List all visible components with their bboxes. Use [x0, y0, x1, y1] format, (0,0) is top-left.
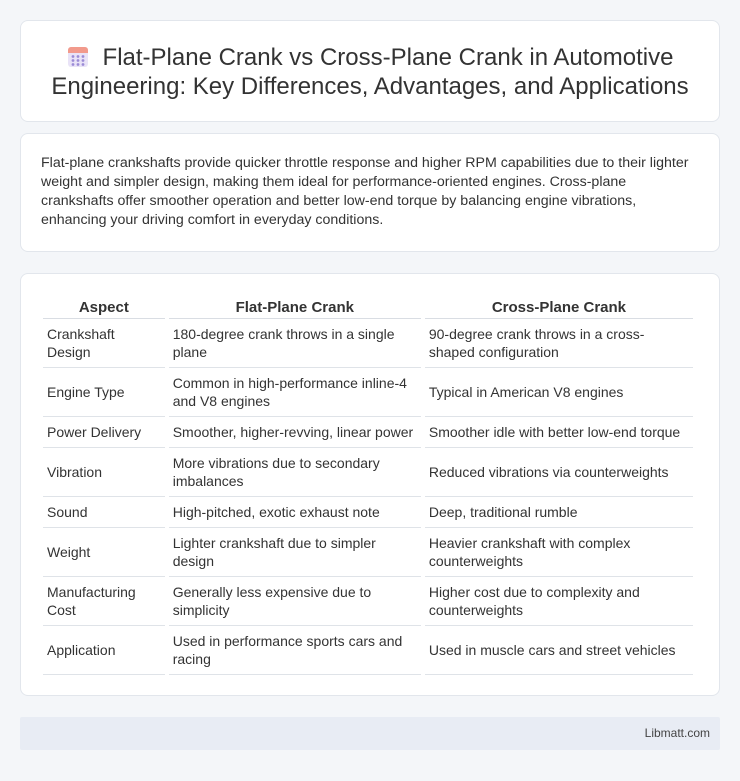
- page-title: [45, 43, 695, 101]
- row-flat-plane: Lighter crankshaft due to simpler design: [169, 528, 421, 577]
- row-aspect: Engine Type: [43, 368, 165, 417]
- row-cross-plane: Used in muscle cars and street vehicles: [425, 626, 693, 675]
- row-cross-plane: Smoother idle with better low-end torque: [425, 417, 693, 448]
- calendar-icon: [67, 45, 89, 68]
- footer: [20, 717, 720, 750]
- intro-paragraph: Flat-plane crankshafts provide quicker throttle response and higher RPM capabilities due to their lighter weight and simpler design, making them ideal for performance-oriented engines. Cross-plane crankshafts offer smoother operation and better low-end torque by balancing engine vibrations, enhancing your driving comfort in everyday conditions.: [41, 155, 689, 228]
- table-row: [43, 528, 693, 577]
- row-aspect: Manufacturing Cost: [43, 577, 165, 626]
- table-row: [43, 497, 693, 528]
- source-link[interactable]: Libmatt.com: [644, 726, 710, 740]
- comparison-table: [39, 294, 697, 675]
- title-card: [20, 20, 720, 122]
- row-aspect: Weight: [43, 528, 165, 577]
- row-aspect: Crankshaft Design: [43, 319, 165, 368]
- row-aspect: Vibration: [43, 448, 165, 497]
- table-row: [43, 577, 693, 626]
- header-flat-plane: Flat-Plane Crank: [169, 294, 421, 319]
- row-cross-plane: Reduced vibrations via counterweights: [425, 448, 693, 497]
- row-flat-plane: More vibrations due to secondary imbalances: [169, 448, 421, 497]
- row-flat-plane: Generally less expensive due to simplicity: [169, 577, 421, 626]
- table-row: [43, 368, 693, 417]
- table-row: [43, 319, 693, 368]
- row-flat-plane: Used in performance sports cars and racing: [169, 626, 421, 675]
- row-cross-plane: Typical in American V8 engines: [425, 368, 693, 417]
- header-cross-plane: Cross-Plane Crank: [425, 294, 693, 319]
- table-row: [43, 448, 693, 497]
- row-aspect: Power Delivery: [43, 417, 165, 448]
- row-flat-plane: Smoother, higher-revving, linear power: [169, 417, 421, 448]
- page-title-text: Flat-Plane Crank vs Cross-Plane Crank in Automotive Engineering: Key Differences, Advantages, and Applications: [51, 44, 689, 100]
- row-flat-plane: Common in high-performance inline-4 and V8 engines: [169, 368, 421, 417]
- row-cross-plane: Heavier crankshaft with complex counterweights: [425, 528, 693, 577]
- header-aspect: Aspect: [43, 294, 165, 319]
- table-row: [43, 417, 693, 448]
- row-aspect: Application: [43, 626, 165, 675]
- table-row: [43, 626, 693, 675]
- row-cross-plane: 90-degree crank throws in a cross-shaped configuration: [425, 319, 693, 368]
- row-aspect: Sound: [43, 497, 165, 528]
- table-header-row: [43, 294, 693, 319]
- row-cross-plane: Higher cost due to complexity and counterweights: [425, 577, 693, 626]
- row-flat-plane: 180-degree crank throws in a single plane: [169, 319, 421, 368]
- row-flat-plane: High-pitched, exotic exhaust note: [169, 497, 421, 528]
- intro-card: [20, 133, 720, 252]
- row-cross-plane: Deep, traditional rumble: [425, 497, 693, 528]
- comparison-card: [20, 273, 720, 696]
